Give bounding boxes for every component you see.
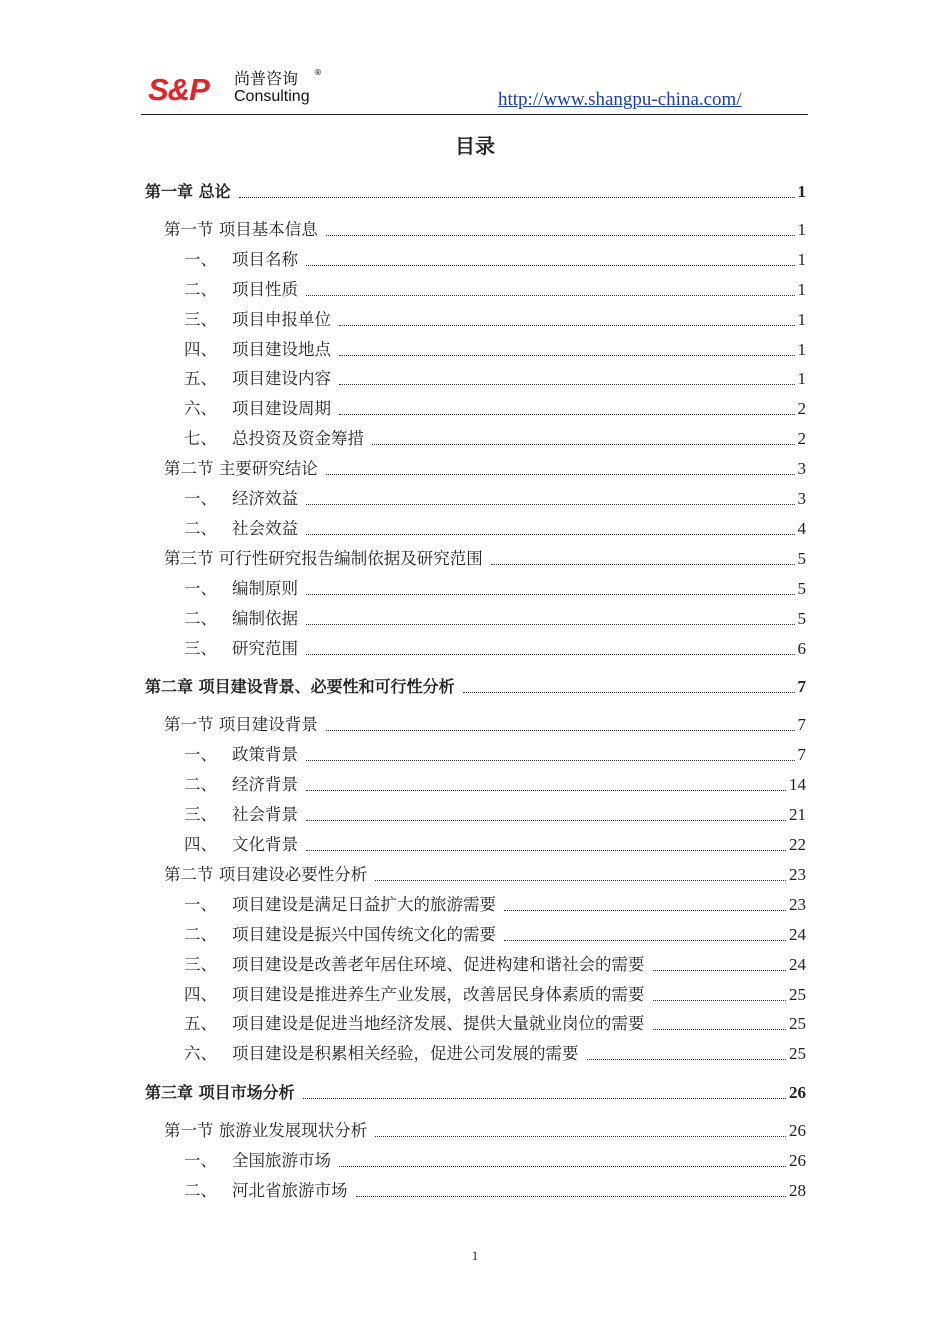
toc-page-number: 7 (797, 715, 806, 734)
toc-page-number: 28 (789, 1181, 806, 1200)
toc-entry-label (184, 309, 331, 331)
toc-entry-text: 项目性质 (232, 280, 298, 299)
toc-entry-section[interactable] (164, 1120, 806, 1142)
toc-entry-label (184, 924, 496, 946)
header-divider (141, 114, 808, 115)
toc-entry-section[interactable] (164, 458, 806, 480)
toc-entry-label (184, 608, 298, 630)
toc-entry-text: 总投资及资金筹措 (232, 429, 364, 448)
toc-entry-number: 四、 (184, 340, 217, 359)
toc-entry-text: 社会背景 (232, 805, 298, 824)
toc-page-number: 1 (797, 182, 806, 201)
dot-leader (339, 325, 795, 326)
dot-leader (306, 594, 795, 595)
toc-entry-label (184, 279, 298, 301)
toc-entry-label (184, 984, 645, 1006)
toc-entry-chapter[interactable] (145, 1082, 806, 1104)
toc-page-number: 1 (797, 220, 806, 239)
toc-entry-chapter[interactable] (145, 181, 806, 203)
toc-page-number: 26 (789, 1083, 806, 1102)
toc-entry-text: 文化背景 (232, 835, 298, 854)
dot-leader (326, 235, 795, 236)
toc-entry-label: 第一节 项目基本信息 (164, 220, 318, 239)
registered-mark: ® (314, 68, 322, 77)
toc-entry-label: 第一节 旅游业发展现状分析 (164, 1121, 368, 1140)
toc-entry-number: 二、 (184, 775, 217, 794)
logo-mark: S&P (148, 72, 209, 107)
toc-entry-text: 经济效益 (232, 489, 298, 508)
dot-leader (306, 265, 795, 266)
toc-entry-section[interactable] (164, 219, 806, 241)
page-number: 1 (471, 1248, 479, 1263)
toc-page-number: 23 (789, 895, 806, 914)
toc-entry-item[interactable] (184, 954, 806, 976)
toc-page-number: 5 (797, 609, 806, 628)
company-logo (148, 68, 348, 112)
toc-entry-item[interactable] (184, 488, 806, 510)
toc-entry-label (184, 339, 331, 361)
toc-entry-item[interactable] (184, 1180, 806, 1202)
toc-entry-text: 研究范围 (232, 639, 298, 658)
toc-entry-label (184, 1013, 645, 1035)
dot-leader (587, 1059, 787, 1060)
toc-page-number: 2 (797, 429, 806, 448)
dot-leader (306, 654, 795, 655)
toc-page-number: 6 (797, 639, 806, 658)
toc-entry-text: 项目建设周期 (232, 399, 331, 418)
toc-page-number: 24 (789, 925, 806, 944)
toc-entry-label (184, 954, 645, 976)
toc-entry-label: 第三章 项目市场分析 (145, 1083, 295, 1102)
toc-entry-label (184, 488, 298, 510)
toc-page-number: 26 (789, 1151, 806, 1170)
dot-leader (306, 624, 795, 625)
dot-leader (306, 850, 786, 851)
toc-entry-text: 项目建设是促进当地经济发展、提供大量就业岗位的需要 (232, 1014, 645, 1033)
dot-leader (306, 790, 786, 791)
toc-entry-number: 二、 (184, 609, 217, 628)
toc-entry-number: 三、 (184, 955, 217, 974)
toc-entry-item[interactable] (184, 518, 806, 540)
toc-entry-number: 一、 (184, 250, 217, 269)
toc-entry-number: 二、 (184, 280, 217, 299)
toc-entry-text: 项目建设是推进养生产业发展，改善居民身体素质的需要 (232, 985, 645, 1004)
dot-leader (339, 414, 795, 415)
toc-entry-text: 社会效益 (232, 519, 298, 538)
toc-entry-label (184, 1180, 348, 1202)
toc-page-number: 26 (789, 1121, 806, 1140)
toc-entry-label (184, 774, 298, 796)
toc-page-number: 3 (797, 459, 806, 478)
toc-page-number: 1 (797, 250, 806, 269)
toc-page-number: 2 (797, 399, 806, 418)
toc-entry-label (184, 518, 298, 540)
toc-entry-item[interactable] (184, 774, 806, 796)
toc-entry-item[interactable] (184, 339, 806, 361)
dot-leader (491, 564, 795, 565)
toc-page-number: 14 (789, 775, 806, 794)
toc-entry-number: 六、 (184, 399, 217, 418)
toc-entry-number: 二、 (184, 519, 217, 538)
toc-entry-label (184, 578, 298, 600)
dot-leader (372, 444, 795, 445)
toc-entry-label: 第二章 项目建设背景、必要性和可行性分析 (145, 677, 455, 696)
toc-entry-number: 三、 (184, 805, 217, 824)
toc-entry-label: 第一章 总论 (145, 182, 231, 201)
toc-entry-number: 一、 (184, 895, 217, 914)
toc-entry-text: 河北省旅游市场 (232, 1181, 348, 1200)
toc-entry-item[interactable] (184, 279, 806, 301)
toc-entry-item[interactable] (184, 804, 806, 826)
toc-entry-number: 一、 (184, 489, 217, 508)
toc-entry-label: 第二节 项目建设必要性分析 (164, 865, 368, 884)
toc-page-number: 25 (789, 1014, 806, 1033)
toc-entry-item[interactable] (184, 1013, 806, 1035)
toc-entry-label: 第一节 项目建设背景 (164, 715, 318, 734)
toc-entry-item[interactable] (184, 249, 806, 271)
toc-page-number: 25 (789, 985, 806, 1004)
toc-entry-label: 第二节 主要研究结论 (164, 459, 318, 478)
toc-entry-item[interactable] (184, 608, 806, 630)
toc-entry-section[interactable] (164, 864, 806, 886)
toc-entry-text: 项目建设是积累相关经验，促进公司发展的需要 (232, 1044, 579, 1063)
dot-leader (306, 295, 795, 296)
dot-leader (339, 384, 795, 385)
toc-entry-number: 五、 (184, 1014, 217, 1033)
toc-page-number: 23 (789, 865, 806, 884)
toc-page-number: 1 (797, 280, 806, 299)
toc-entry-text: 项目申报单位 (232, 310, 331, 329)
toc-page-number: 7 (797, 677, 806, 696)
toc-entry-label: 第三节 可行性研究报告编制依据及研究范围 (164, 549, 483, 568)
toc-entry-item[interactable] (184, 1043, 806, 1065)
toc-entry-number: 四、 (184, 835, 217, 854)
toc-entry-label (184, 894, 496, 916)
toc-entry-section[interactable] (164, 548, 806, 570)
dot-leader (306, 820, 786, 821)
toc-entry-label (184, 804, 298, 826)
toc-entry-item[interactable] (184, 924, 806, 946)
toc-entry-text: 项目建设是满足日益扩大的旅游需要 (232, 895, 496, 914)
toc-entry-item[interactable] (184, 984, 806, 1006)
page-title: 目录 (455, 134, 495, 158)
toc-entry-section[interactable] (164, 714, 806, 736)
toc-entry-label (184, 638, 298, 660)
dot-leader (653, 1029, 787, 1030)
toc-entry-item[interactable] (184, 368, 806, 390)
toc-entry-text: 编制原则 (232, 579, 298, 598)
toc-page-number: 1 (797, 340, 806, 359)
toc-entry-label (184, 368, 331, 390)
dot-leader (356, 1196, 787, 1197)
toc-entry-label (184, 398, 331, 420)
toc-page-number: 5 (797, 549, 806, 568)
dot-leader (375, 880, 786, 881)
toc-entry-label (184, 1150, 331, 1172)
logo-english-name: Consulting (234, 88, 310, 105)
dot-leader (339, 1166, 786, 1167)
toc-entry-text: 政策背景 (232, 745, 298, 764)
dot-leader (375, 1136, 786, 1137)
toc-page-number: 3 (797, 489, 806, 508)
toc-page-number: 22 (789, 835, 806, 854)
toc-entry-item[interactable] (184, 834, 806, 856)
toc-entry-number: 一、 (184, 745, 217, 764)
toc-entry-text: 编制依据 (232, 609, 298, 628)
toc-entry-text: 项目建设是振兴中国传统文化的需要 (232, 925, 496, 944)
toc-entry-label (184, 428, 364, 450)
toc-page-number: 4 (797, 519, 806, 538)
toc-entry-text: 全国旅游市场 (232, 1151, 331, 1170)
toc-entry-number: 二、 (184, 1181, 217, 1200)
toc-entry-item[interactable] (184, 638, 806, 660)
toc-entry-number: 六、 (184, 1044, 217, 1063)
dot-leader (326, 730, 795, 731)
toc-entry-label (184, 1043, 579, 1065)
toc-entry-item[interactable] (184, 428, 806, 450)
toc-entry-number: 三、 (184, 639, 217, 658)
toc-entry-label (184, 249, 298, 271)
toc-entry-number: 七、 (184, 429, 217, 448)
toc-entry-number: 二、 (184, 925, 217, 944)
toc-entry-item[interactable] (184, 578, 806, 600)
toc-entry-item[interactable] (184, 1150, 806, 1172)
toc-entry-label (184, 744, 298, 766)
dot-leader (653, 1000, 787, 1001)
toc-entry-number: 一、 (184, 1151, 217, 1170)
toc-page-number: 1 (797, 310, 806, 329)
toc-entry-number: 一、 (184, 579, 217, 598)
toc-entry-item[interactable] (184, 309, 806, 331)
dot-leader (303, 1098, 786, 1099)
dot-leader (463, 692, 795, 693)
dot-leader (326, 474, 795, 475)
toc-entry-label (184, 834, 298, 856)
dot-leader (239, 197, 795, 198)
toc-entry-text: 经济背景 (232, 775, 298, 794)
toc-page-number: 21 (789, 805, 806, 824)
toc-page-number: 7 (797, 745, 806, 764)
toc-entry-text: 项目建设地点 (232, 340, 331, 359)
dot-leader (306, 504, 795, 505)
dot-leader (653, 970, 787, 971)
toc-entry-text: 项目名称 (232, 250, 298, 269)
toc-entry-number: 三、 (184, 310, 217, 329)
toc-entry-chapter[interactable] (145, 676, 806, 698)
dot-leader (339, 355, 795, 356)
toc-page-number: 24 (789, 955, 806, 974)
toc-page-number: 5 (797, 579, 806, 598)
website-link[interactable]: http://www.shangpu-china.com/ (498, 89, 742, 110)
logo-chinese-name: 尚普咨询 (234, 69, 299, 88)
dot-leader (306, 534, 795, 535)
toc-entry-item[interactable] (184, 744, 806, 766)
dot-leader (306, 760, 795, 761)
toc-entry-number: 五、 (184, 369, 217, 388)
dot-leader (504, 910, 786, 911)
dot-leader (504, 940, 786, 941)
toc-page-number: 1 (797, 369, 806, 388)
toc-page-number: 25 (789, 1044, 806, 1063)
toc-entry-number: 四、 (184, 985, 217, 1004)
toc-entry-item[interactable] (184, 398, 806, 420)
toc-entry-item[interactable] (184, 894, 806, 916)
toc-entry-text: 项目建设内容 (232, 369, 331, 388)
toc-entry-text: 项目建设是改善老年居住环境、促进构建和谐社会的需要 (232, 955, 645, 974)
